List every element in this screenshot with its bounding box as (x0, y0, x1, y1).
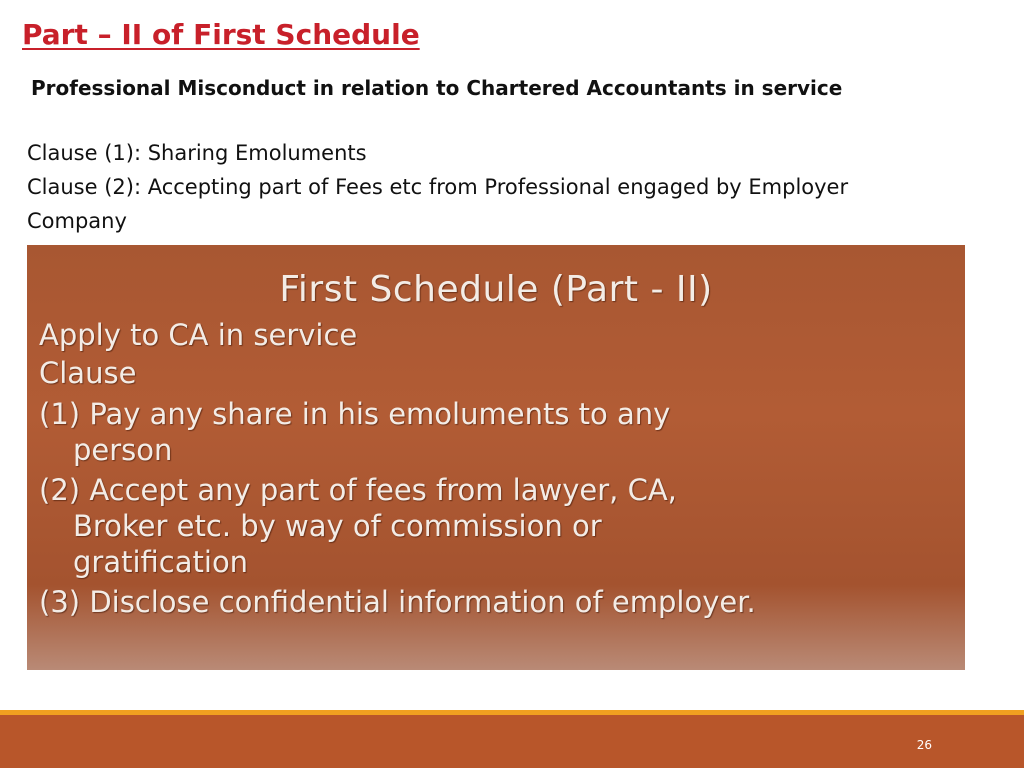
slide-title: Part – II of First Schedule (22, 18, 420, 51)
footer-bar (0, 715, 1024, 768)
panel-item-2 (39, 472, 953, 580)
panel-item-continuation: person (73, 433, 173, 467)
clause-line: Clause (1): Sharing Emoluments (27, 141, 367, 165)
slide-subtitle: Professional Misconduct in relation to Chartered Accountants in service (31, 76, 843, 100)
panel-item-text: Pay any share in his emoluments to any (89, 397, 671, 431)
panel-heading: First Schedule (Part - II) (279, 269, 713, 310)
panel-item-text: Accept any part of fees from lawyer, CA, (89, 473, 677, 507)
panel-clause-line: Clause (39, 356, 137, 390)
clause-line: Company (27, 209, 127, 233)
panel-item-continuation: Broker etc. by way of commission or (73, 509, 602, 543)
panel-item-1 (39, 396, 953, 468)
panel-item-number: (1) (39, 397, 81, 431)
panel-item-text: Disclose confidential information of employer. (89, 585, 756, 619)
clause-line: Clause (2): Accepting part of Fees etc from Professional engaged by Employer (27, 175, 849, 199)
panel-item-3 (39, 584, 953, 620)
schedule-image-panel (27, 245, 965, 670)
panel-apply-line: Apply to CA in service (39, 318, 358, 352)
panel-item-number: (3) (39, 585, 81, 619)
panel-item-number: (2) (39, 473, 81, 507)
page-number: 26 (916, 738, 932, 752)
panel-item-continuation: gratification (73, 545, 249, 579)
clause-list (27, 136, 977, 238)
